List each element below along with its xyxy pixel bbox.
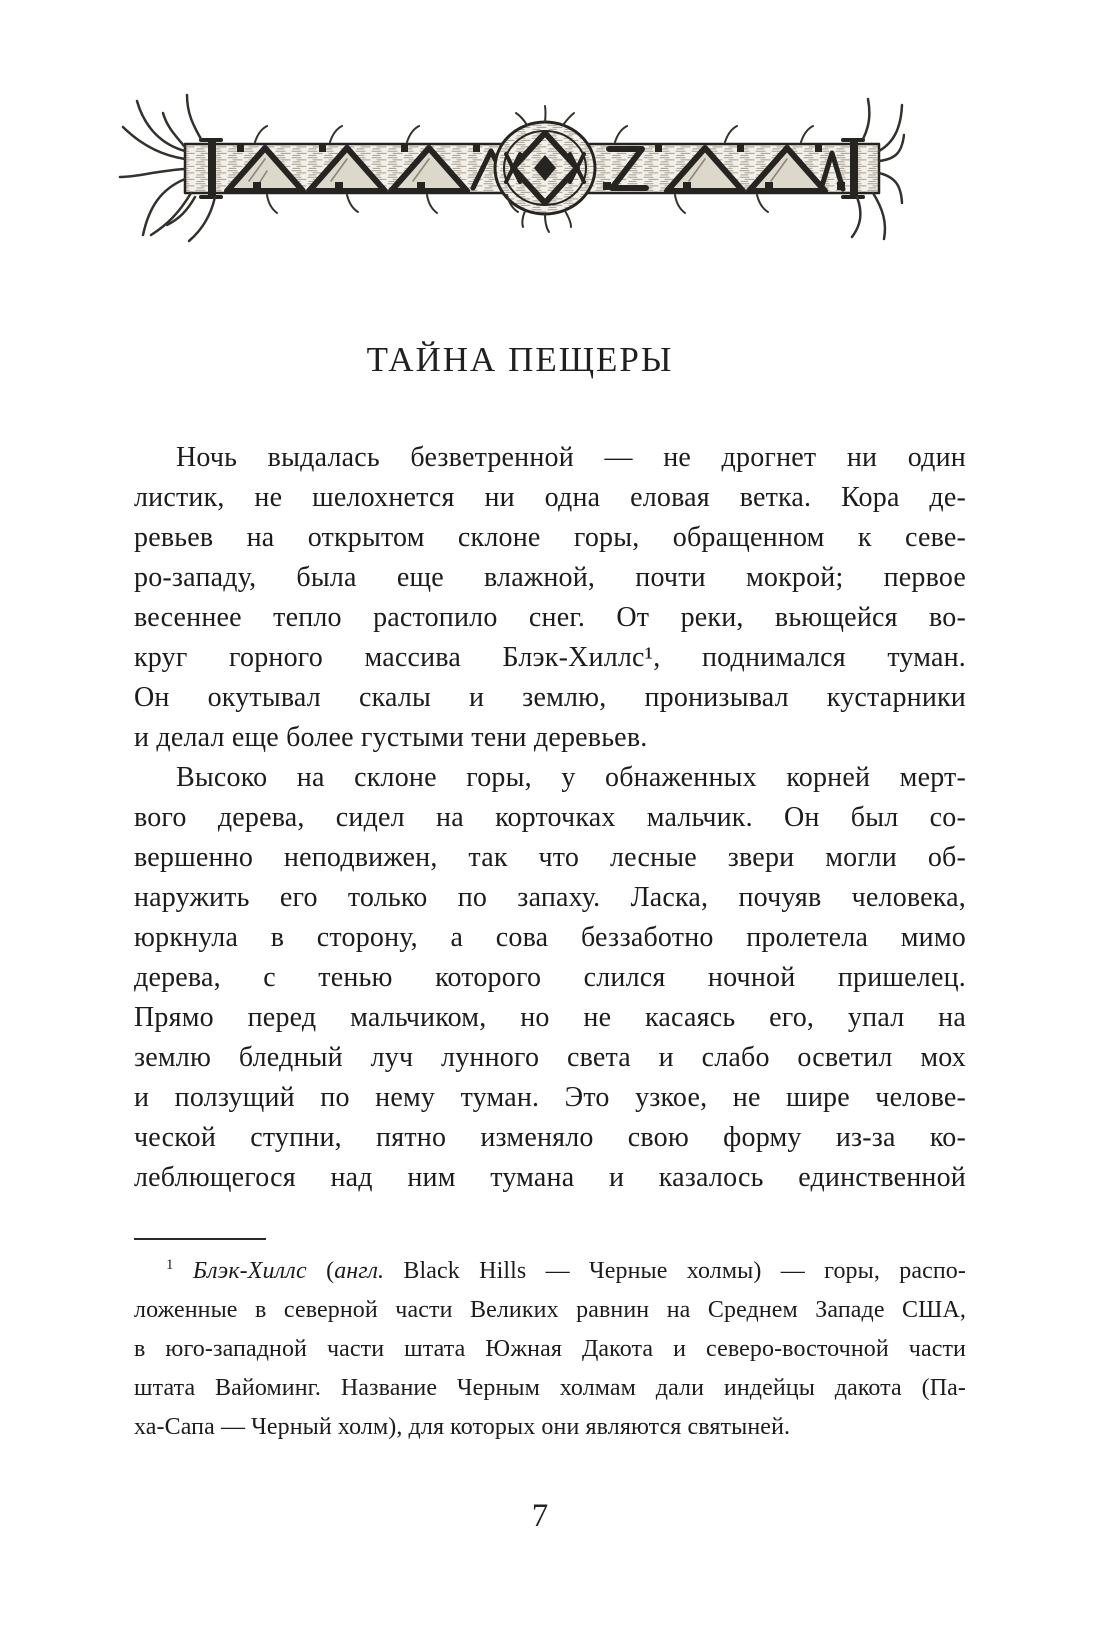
footnote-line — [134, 1252, 966, 1291]
text-line: весеннее тепло растопило снег. От реки, вьющейся во- — [134, 602, 966, 633]
text-line: Ночь выдалась безветренной — не дрогнет ни один — [176, 442, 966, 473]
text-line: и делал еще более густыми тени деревьев. — [134, 722, 648, 753]
text-line: Прямо перед мальчиком, но не касаясь его, упал на — [134, 1002, 966, 1033]
text-line: наружить его только по запаху. Ласка, почуяв человека, — [134, 882, 966, 913]
beaded-band-illustration — [115, 85, 905, 260]
chapter-title: ТАЙНА ПЕЩЕРЫ — [366, 340, 674, 379]
footnote-text: ( — [306, 1258, 335, 1284]
footnote-line: ложенные в северной части Великих равнин на Среднем Западе США, — [134, 1297, 966, 1323]
text-line: круг горного массива Блэк-Хиллс¹, поднимался туман. — [134, 642, 966, 673]
footnote-divider — [134, 1238, 266, 1240]
page-number: 7 — [531, 1498, 549, 1534]
footnote-line: штата Вайоминг. Название Черным холмам дали индейцы дакота (Па- — [134, 1375, 966, 1401]
text-line: ревьев на открытом склоне горы, обращенном к севе- — [134, 522, 966, 553]
text-line: леблющегося над ним тумана и казалось единственной — [134, 1162, 966, 1193]
body-text — [134, 438, 966, 1198]
text-line: Он окутывал скалы и землю, пронизывал кустарники — [134, 682, 966, 713]
footnote-marker: 1 — [166, 1257, 174, 1273]
chapter-ornament — [115, 85, 905, 260]
text-line: ро-западу, была еще влажной, почти мокрой; первое — [134, 562, 966, 593]
text-line: вершенно неподвижен, так что лесные звери могли об- — [134, 842, 966, 873]
footnote-term: Блэк-Хиллс — [192, 1258, 307, 1284]
text-line: Высоко на склоне горы, у обнаженных корней мерт- — [176, 762, 966, 793]
text-line: юркнула в сторону, а сова беззаботно пролетела мимо — [134, 922, 966, 953]
text-line: вого дерева, сидел на корточках мальчик. Он был со- — [134, 802, 966, 833]
footnote-text: Black Hills — Черные холмы) — горы, распо- — [384, 1258, 967, 1284]
footnote-lang-label: англ. — [334, 1258, 385, 1284]
text-line: дерева, с тенью которого слился ночной пришелец. — [134, 962, 966, 993]
text-line: землю бледный луч лунного света и слабо осветил мох — [134, 1042, 966, 1073]
text-line: и ползущий по нему туман. Это узкое, не шире челове- — [134, 1082, 966, 1113]
footnote-line: в юго-западной части штата Южная Дакота и северо-восточной части — [134, 1336, 966, 1362]
text-line: ческой ступни, пятно изменяло свою форму из-за ко- — [134, 1122, 966, 1153]
footnote-line: ха-Сапа — Черный холм), для которых они являются святыней. — [134, 1414, 791, 1440]
text-line: листик, не шелохнется ни одна еловая ветка. Кора де- — [134, 482, 966, 513]
footnote — [134, 1252, 966, 1447]
